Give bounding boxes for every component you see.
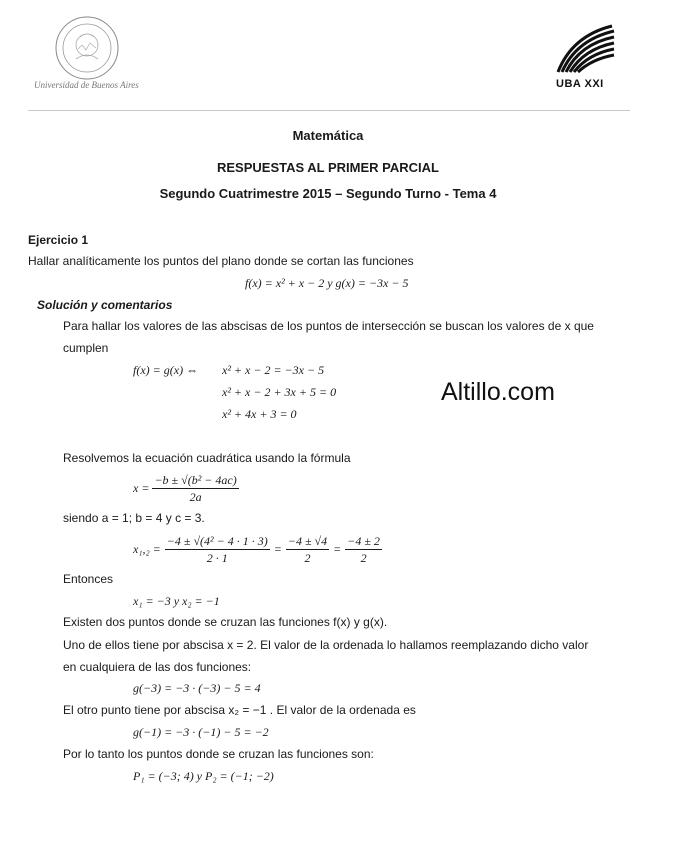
roots-fraction-1-numerator: −4 ± √(4² − 4 · 1 · 3) [166, 534, 268, 548]
intersection-points: P₁ = (−3; 4) y P₂ = (−1; −2) [133, 769, 274, 783]
coefficients-text: siendo a = 1; b = 4 y c = 3. [63, 511, 205, 525]
quadratic-formula [133, 473, 239, 504]
conclusion-text: Por lo tanto los puntos donde se cruzan las funciones son: [63, 747, 374, 761]
then-label: Entonces [63, 572, 114, 586]
solution-label: Solución y comentarios [37, 298, 173, 312]
roots-formula [133, 534, 382, 565]
roots-fraction-2-numerator: −4 ± √4 [287, 534, 328, 548]
exercise-label: Ejercicio 1 [28, 233, 89, 247]
equation-1-left: f(x) = g(x) ⇔ [133, 363, 199, 377]
quadratic-intro: Resolvemos la ecuación cuadrática usando la fórmula [63, 451, 351, 465]
functions-formula: f(x) = x² + x − 2 y g(x) = −3x − 5 [245, 276, 409, 290]
page-title: RESPUESTAS AL PRIMER PARCIAL [217, 160, 439, 175]
roots-fraction-2-denominator: 2 [304, 551, 311, 565]
equation-1-right: x² + x − 2 = −3x − 5 [222, 363, 325, 377]
g-minus3-equation: g(−3) = −3 · (−3) − 5 = 4 [133, 681, 261, 695]
university-seal-logo [54, 15, 120, 81]
seal-caption: Universidad de Buenos Aires [34, 80, 139, 90]
roots-fraction-3-denominator: 2 [360, 551, 367, 565]
quadratic-fraction [152, 473, 238, 504]
uba-xxi-logo-icon [554, 22, 616, 74]
roots-fraction-1 [165, 534, 270, 565]
quadratic-lhs: x = [133, 481, 150, 495]
two-points-text: Existen dos puntos donde se cruzan las funciones f(x) y g(x). [63, 615, 388, 629]
header-divider [28, 110, 630, 111]
other-point-text: El otro punto tiene por abscisa x₂ = −1 . El valor de la ordenada es [63, 703, 416, 717]
page-subtitle: Segundo Cuatrimestre 2015 – Segundo Turno - Tema 4 [159, 186, 497, 201]
roots-fraction-3 [345, 534, 382, 565]
quadratic-numerator: −b ± √(b² − 4ac) [154, 473, 237, 487]
roots-fraction-3-numerator: −4 ± 2 [347, 534, 380, 548]
roots-result: x₁ = −3 y x₂ = −1 [133, 594, 220, 608]
uba-xxi-logo-text: UBA XXI [556, 78, 604, 90]
equation-2: x² + x − 2 + 3x + 5 = 0 [222, 385, 337, 399]
quadratic-denominator: 2a [189, 490, 202, 504]
first-point-line2: en cualquiera de las dos funciones: [63, 660, 252, 674]
equals-sign: = [273, 542, 282, 556]
roots-fraction-1-denominator: 2 · 1 [206, 551, 228, 565]
solution-intro-line1: Para hallar los valores de las abscisas de los puntos de intersección se buscan los valores de x que [63, 319, 594, 333]
roots-fraction-2 [286, 534, 329, 565]
equals-sign: = [333, 542, 342, 556]
solution-intro-line2: cumplen [63, 341, 109, 355]
g-minus1-equation: g(−1) = −3 · (−1) − 5 = −2 [133, 725, 269, 739]
watermark-text: Altillo.com [441, 378, 555, 406]
first-point-line1: Uno de ellos tiene por abscisa x = 2. El valor de la ordenada lo hallamos reemplazando dicho valor [63, 638, 589, 652]
equation-3: x² + 4x + 3 = 0 [222, 407, 297, 421]
subject-title: Matemática [292, 128, 364, 143]
roots-lhs: x₁,₂ = [133, 542, 161, 556]
exercise-statement: Hallar analíticamente los puntos del plano donde se cortan las funciones [28, 254, 414, 268]
